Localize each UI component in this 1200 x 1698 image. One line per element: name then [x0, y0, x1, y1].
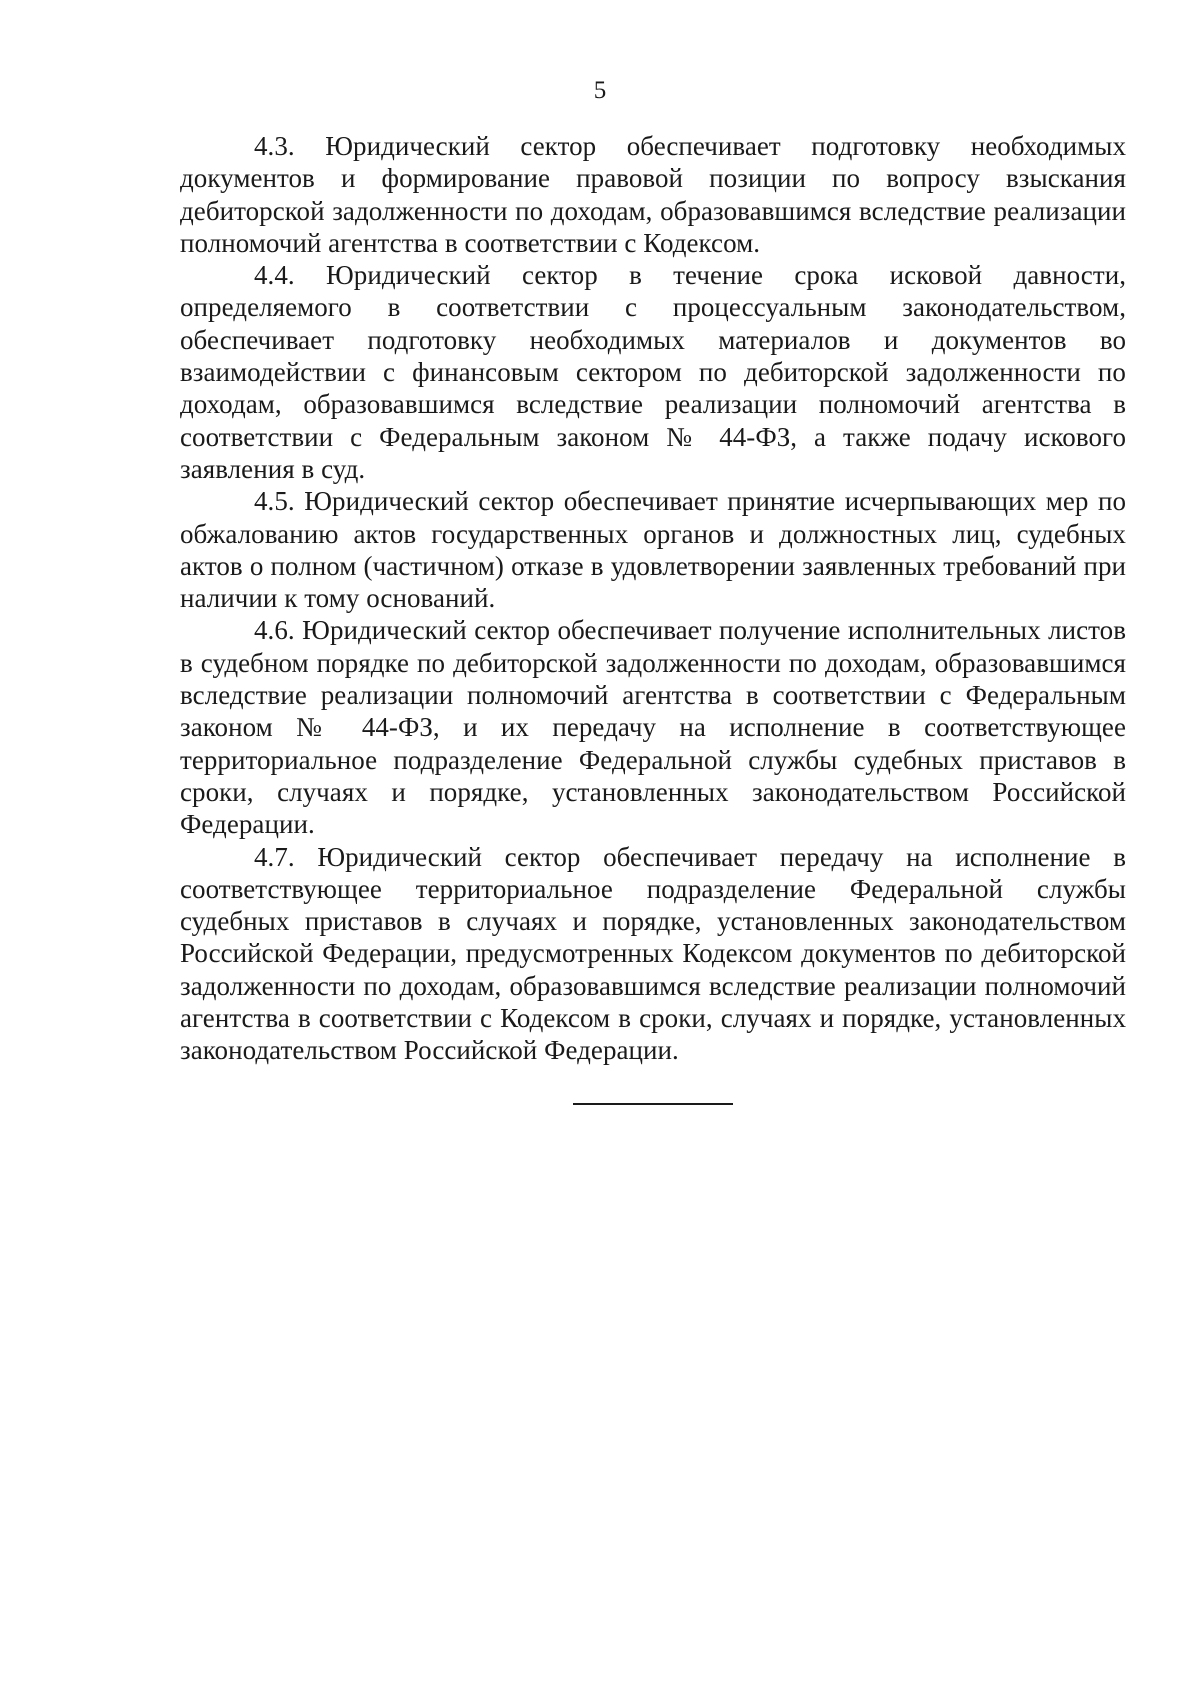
paragraph-4-5: 4.5. Юридический сектор обеспечивает принятие исчерпывающих мер по обжалованию актов государственных органов и должностных лиц, судебных актов о полном (частичном) отказе в удовлетворении заявленных требований при наличии к тому оснований. [180, 486, 1126, 614]
paragraph-4-4: 4.4. Юридический сектор в течение срока исковой давности, определяемого в соответствии с процессуальным законодательством, обеспечивает подготовку необходимых материалов и документов во взаимодействии с финансовым сектором по дебиторской задолженности по доходам, образовавшимся вследствие реализации полномочий агентства в соответствии с Федеральным законом № 44-ФЗ, а также подачу искового заявления в суд. [180, 260, 1126, 484]
end-of-document-rule [573, 1103, 733, 1105]
document-body [180, 130, 1126, 1067]
paragraph-4-3: 4.3. Юридический сектор обеспечивает подготовку необходимых документов и формирование правовой позиции по вопросу взыскания дебиторской задолженности по доходам, образовавшимся вследствие реализации полномочий агентства в соответствии с Кодексом. [180, 131, 1126, 258]
paragraph-4-7: 4.7. Юридический сектор обеспечивает передачу на исполнение в соответствующее территориальное подразделение Федеральной службы судебных приставов в случаях и порядке, установленных законодательством Российской Федерации, предусмотренных Кодексом документов по дебиторской задолженности по доходам, образовавшимся вследствие реализации полномочий агентства в соответствии с Кодексом в сроки, случаях и порядке, установленных законодательством Российской Федерации. [180, 841, 1126, 1066]
paragraph-4-6: 4.6. Юридический сектор обеспечивает получение исполнительных листов в судебном порядке по дебиторской задолженности по доходам, образовавшимся вследствие реализации полномочий агентства в соответствии с Федеральным законом № 44-ФЗ, и их передачу на исполнение в соответствующее территориальное подразделение Федеральной службы судебных приставов в сроки, случаях и порядке, установленных законодательством Российской Федерации. [180, 615, 1126, 840]
page-number: 5 [593, 77, 607, 104]
